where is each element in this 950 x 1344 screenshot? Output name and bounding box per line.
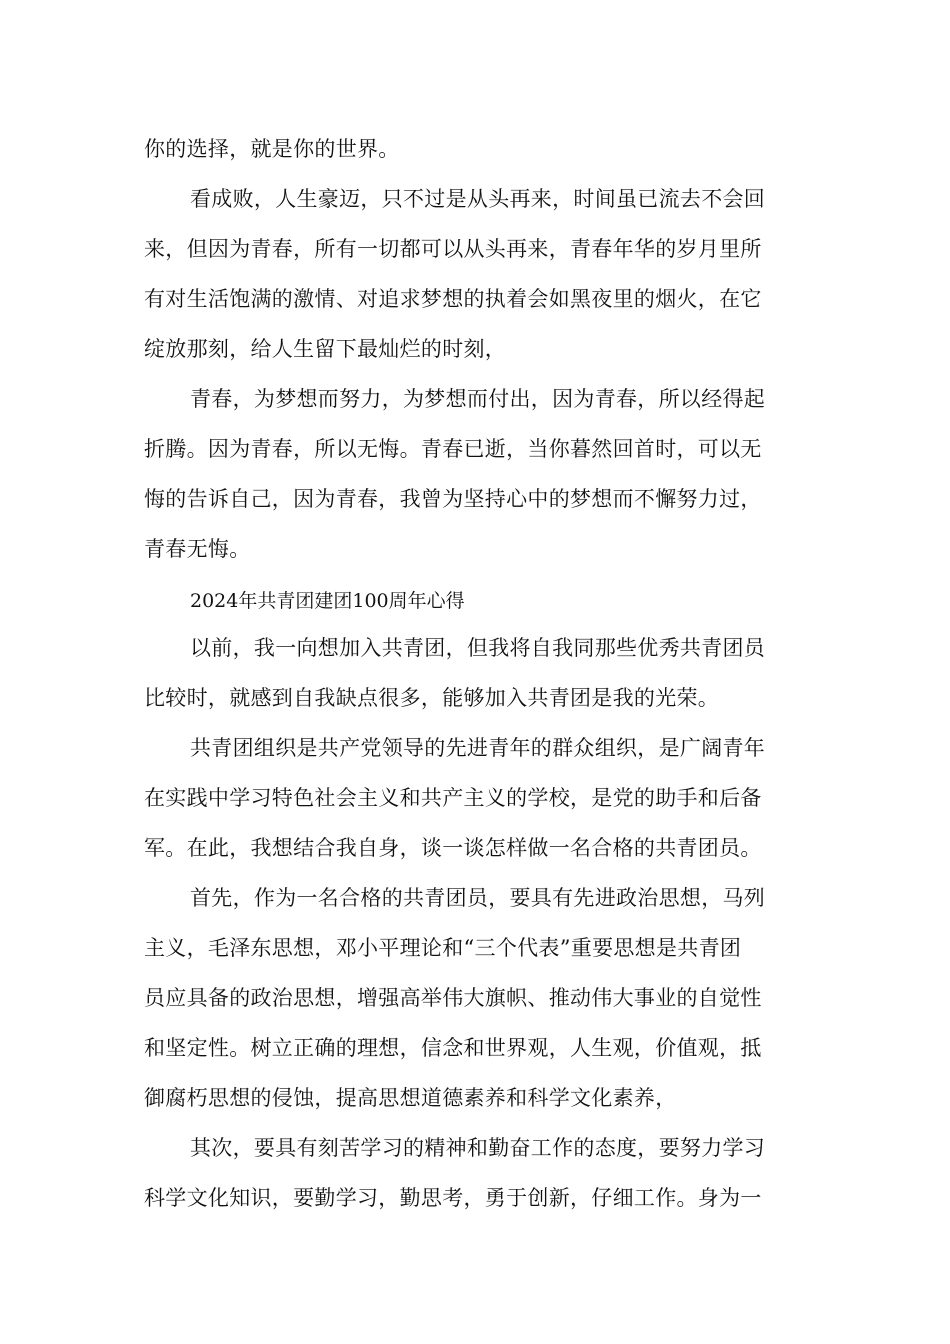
paragraph-start-line: 看成败，人生豪迈，只不过是从头再来，时间虽已流去不会回 <box>190 187 766 211</box>
text-line: 来，但因为青春，所有一切都可以从头再来，青春年华的岁月里所 <box>144 237 762 261</box>
text-line: 悔的告诉自己，因为青春，我曾为坚持心中的梦想而不懈努力过， <box>144 487 762 511</box>
paragraph-start-line: 首先，作为一名合格的共青团员，要具有先进政治思想，马列 <box>190 886 766 910</box>
text-line: 科学文化知识，要勤学习，勤思考，勇于创新，仔细工作。身为一 <box>144 1186 762 1210</box>
paragraph-start-line: 青春，为梦想而努力，为梦想而付出，因为青春，所以经得起 <box>190 387 766 411</box>
text-line: 在实践中学习特色社会主义和共产主义的学校，是党的助手和后备 <box>144 786 762 810</box>
text-line: 比较时，就感到自我缺点很多，能够加入共青团是我的光荣。 <box>144 686 720 710</box>
paragraph-start-line: 其次，要具有刻苦学习的精神和勤奋工作的态度，要努力学习 <box>190 1136 766 1160</box>
text-line: 员应具备的政治思想，增强高举伟大旗帜、推动伟大事业的自觉性 <box>144 986 762 1010</box>
paragraph-start-line: 共青团组织是共产党领导的先进青年的群众组织，是广阔青年 <box>190 736 766 760</box>
section-heading: 2024年共青团建团100周年心得 <box>190 590 465 612</box>
text-line: 你的选择，就是你的世界。 <box>144 137 400 161</box>
text-line: 和坚定性。树立正确的理想，信念和世界观，人生观，价值观，抵 <box>144 1036 762 1060</box>
text-line: 折腾。因为青春，所以无悔。青春已逝，当你暮然回首时，可以无 <box>144 437 762 461</box>
text-line: 青春无悔。 <box>144 537 251 561</box>
text-line: 主义，毛泽东思想，邓小平理论和“三个代表”重要思想是共青团 <box>144 936 742 960</box>
text-line: 军。在此，我想结合我自身，谈一谈怎样做一名合格的共青团员。 <box>144 836 762 860</box>
text-line: 绽放那刻，给人生留下最灿烂的时刻， <box>144 337 507 361</box>
text-line: 御腐朽思想的侵蚀，提高思想道德素养和科学文化素养， <box>144 1086 677 1110</box>
text-line: 有对生活饱满的激情、对追求梦想的执着会如黑夜里的烟火，在它 <box>144 287 762 311</box>
paragraph-start-line: 以前，我一向想加入共青团，但我将自我同那些优秀共青团员 <box>190 636 766 660</box>
